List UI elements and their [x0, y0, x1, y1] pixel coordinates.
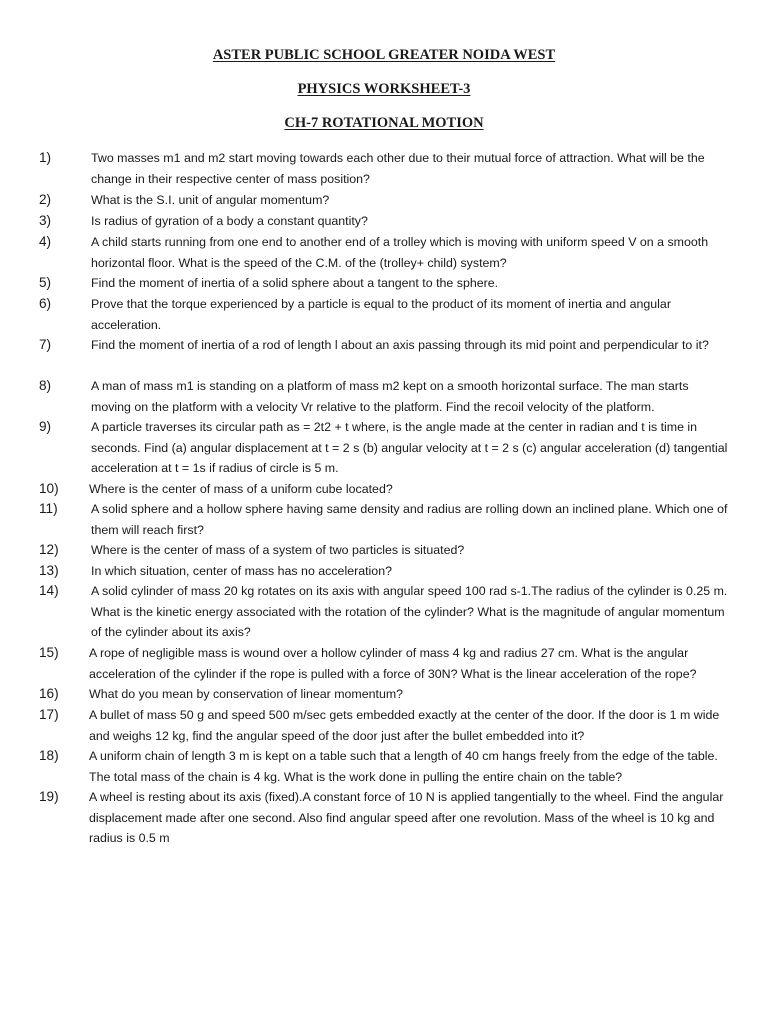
question-number: 8) — [39, 378, 52, 393]
question-text: Is radius of gyration of a body a constant quantity? — [91, 214, 368, 228]
question-8 — [39, 376, 729, 417]
question-text: A particle traverses its circular path as = 2t2 + t where, is the angle made at the center in radian and t is time in seconds. Find (a) angular displacement at t = 2 s (b) angular velocity at t = 2 s (c) angular acceleration (d) tangential acceleration at t = 1s if radius of circle is 5 m. — [91, 420, 728, 476]
question-text: Where is the center of mass of a uniform cube located? — [89, 482, 393, 496]
question-19 — [39, 787, 729, 849]
question-number: 16) — [39, 686, 59, 701]
question-number: 7) — [39, 337, 52, 352]
question-13 — [39, 561, 729, 582]
question-2 — [39, 190, 729, 211]
question-text: Find the moment of inertia of a rod of length l about an axis passing through its mid point and perpendicular to it? — [91, 338, 709, 352]
question-text: Two masses m1 and m2 start moving towards each other due to their mutual force of attraction. What will be the change in their respective center of mass position? — [91, 151, 705, 186]
question-text: A solid sphere and a hollow sphere having same density and radius are rolling down an inclined plane. Which one of them will reach first? — [91, 502, 728, 537]
question-text: A man of mass m1 is standing on a platform of mass m2 kept on a smooth horizontal surface. The man starts moving on the platform with a velocity Vr relative to the platform. Find the recoil velocity of the platform. — [91, 379, 689, 414]
question-5 — [39, 273, 729, 294]
question-6 — [39, 294, 729, 335]
question-text: Find the moment of inertia of a solid sphere about a tangent to the sphere. — [91, 276, 499, 290]
question-text: What is the S.I. unit of angular momentum? — [91, 193, 330, 207]
question-number: 13) — [39, 563, 59, 578]
question-text: A wheel is resting about its axis (fixed).A constant force of 10 N is applied tangentially to the wheel. Find the angular displacement made after one second. Also find angular speed after one revolution. Mass of the wheel is 10 kg and radius is 0.5 m — [89, 790, 724, 846]
question-9 — [39, 417, 729, 479]
question-text: A bullet of mass 50 g and speed 500 m/sec gets embedded exactly at the center of the door. If the door is 1 m wide and weighs 12 kg, find the angular speed of the door just after the bullet embedded into it? — [89, 708, 720, 743]
question-10 — [39, 479, 729, 500]
question-number: 1) — [39, 150, 52, 165]
question-number: 9) — [39, 419, 52, 434]
question-15 — [39, 643, 729, 684]
question-text: Where is the center of mass of a system of two particles is situated? — [91, 543, 465, 557]
question-4 — [39, 232, 729, 273]
question-number: 5) — [39, 275, 52, 290]
question-number: 18) — [39, 748, 59, 763]
question-number: 2) — [39, 192, 52, 207]
worksheet-title: PHYSICS WORKSHEET-3 — [297, 81, 471, 97]
question-14 — [39, 581, 729, 643]
question-3 — [39, 211, 729, 232]
question-number: 19) — [39, 789, 59, 804]
question-number: 6) — [39, 296, 52, 311]
question-text: A uniform chain of length 3 m is kept on a table such that a length of 40 cm hangs freely from the edge of the table. The total mass of the chain is 4 kg. What is the work done in pulling the entire chain on the table? — [89, 749, 718, 784]
question-number: 14) — [39, 583, 59, 598]
question-12 — [39, 540, 729, 561]
question-number: 3) — [39, 213, 52, 228]
question-18 — [39, 746, 729, 787]
question-text: A rope of negligible mass is wound over a hollow cylinder of mass 4 kg and radius 27 cm. What is the angular acceleration of the cylinder if the rope is pulled with a force of 30N? What is the linear acceleration of the rope? — [89, 646, 697, 681]
question-text: What do you mean by conservation of linear momentum? — [89, 687, 404, 701]
question-number: 4) — [39, 234, 52, 249]
question-text: Prove that the torque experienced by a particle is equal to the product of its moment of inertia and angular acceleration. — [91, 297, 671, 332]
question-1 — [39, 148, 729, 189]
question-text: A solid cylinder of mass 20 kg rotates on its axis with angular speed 100 rad s-1.The radius of the cylinder is 0.25 m. What is the kinetic energy associated with the rotation of the cylinder? What is the magnitude of angular momentum of the cylinder about its axis? — [91, 584, 728, 640]
question-text: In which situation, center of mass has no acceleration? — [91, 564, 392, 578]
question-number: 10) — [39, 481, 59, 496]
question-7 — [39, 335, 729, 356]
question-number: 12) — [39, 542, 59, 557]
question-11 — [39, 499, 729, 540]
chapter-title: CH-7 ROTATIONAL MOTION — [284, 115, 484, 131]
question-16 — [39, 684, 729, 705]
question-number: 17) — [39, 707, 59, 722]
question-text: A child starts running from one end to another end of a trolley which is moving with uniform speed V on a smooth horizontal floor. What is the speed of the C.M. of the (trolley+ child) system? — [91, 235, 709, 270]
question-17 — [39, 705, 729, 746]
question-number: 11) — [39, 501, 58, 516]
question-number: 15) — [39, 645, 59, 660]
school-name: ASTER PUBLIC SCHOOL GREATER NOIDA WEST — [212, 47, 556, 63]
